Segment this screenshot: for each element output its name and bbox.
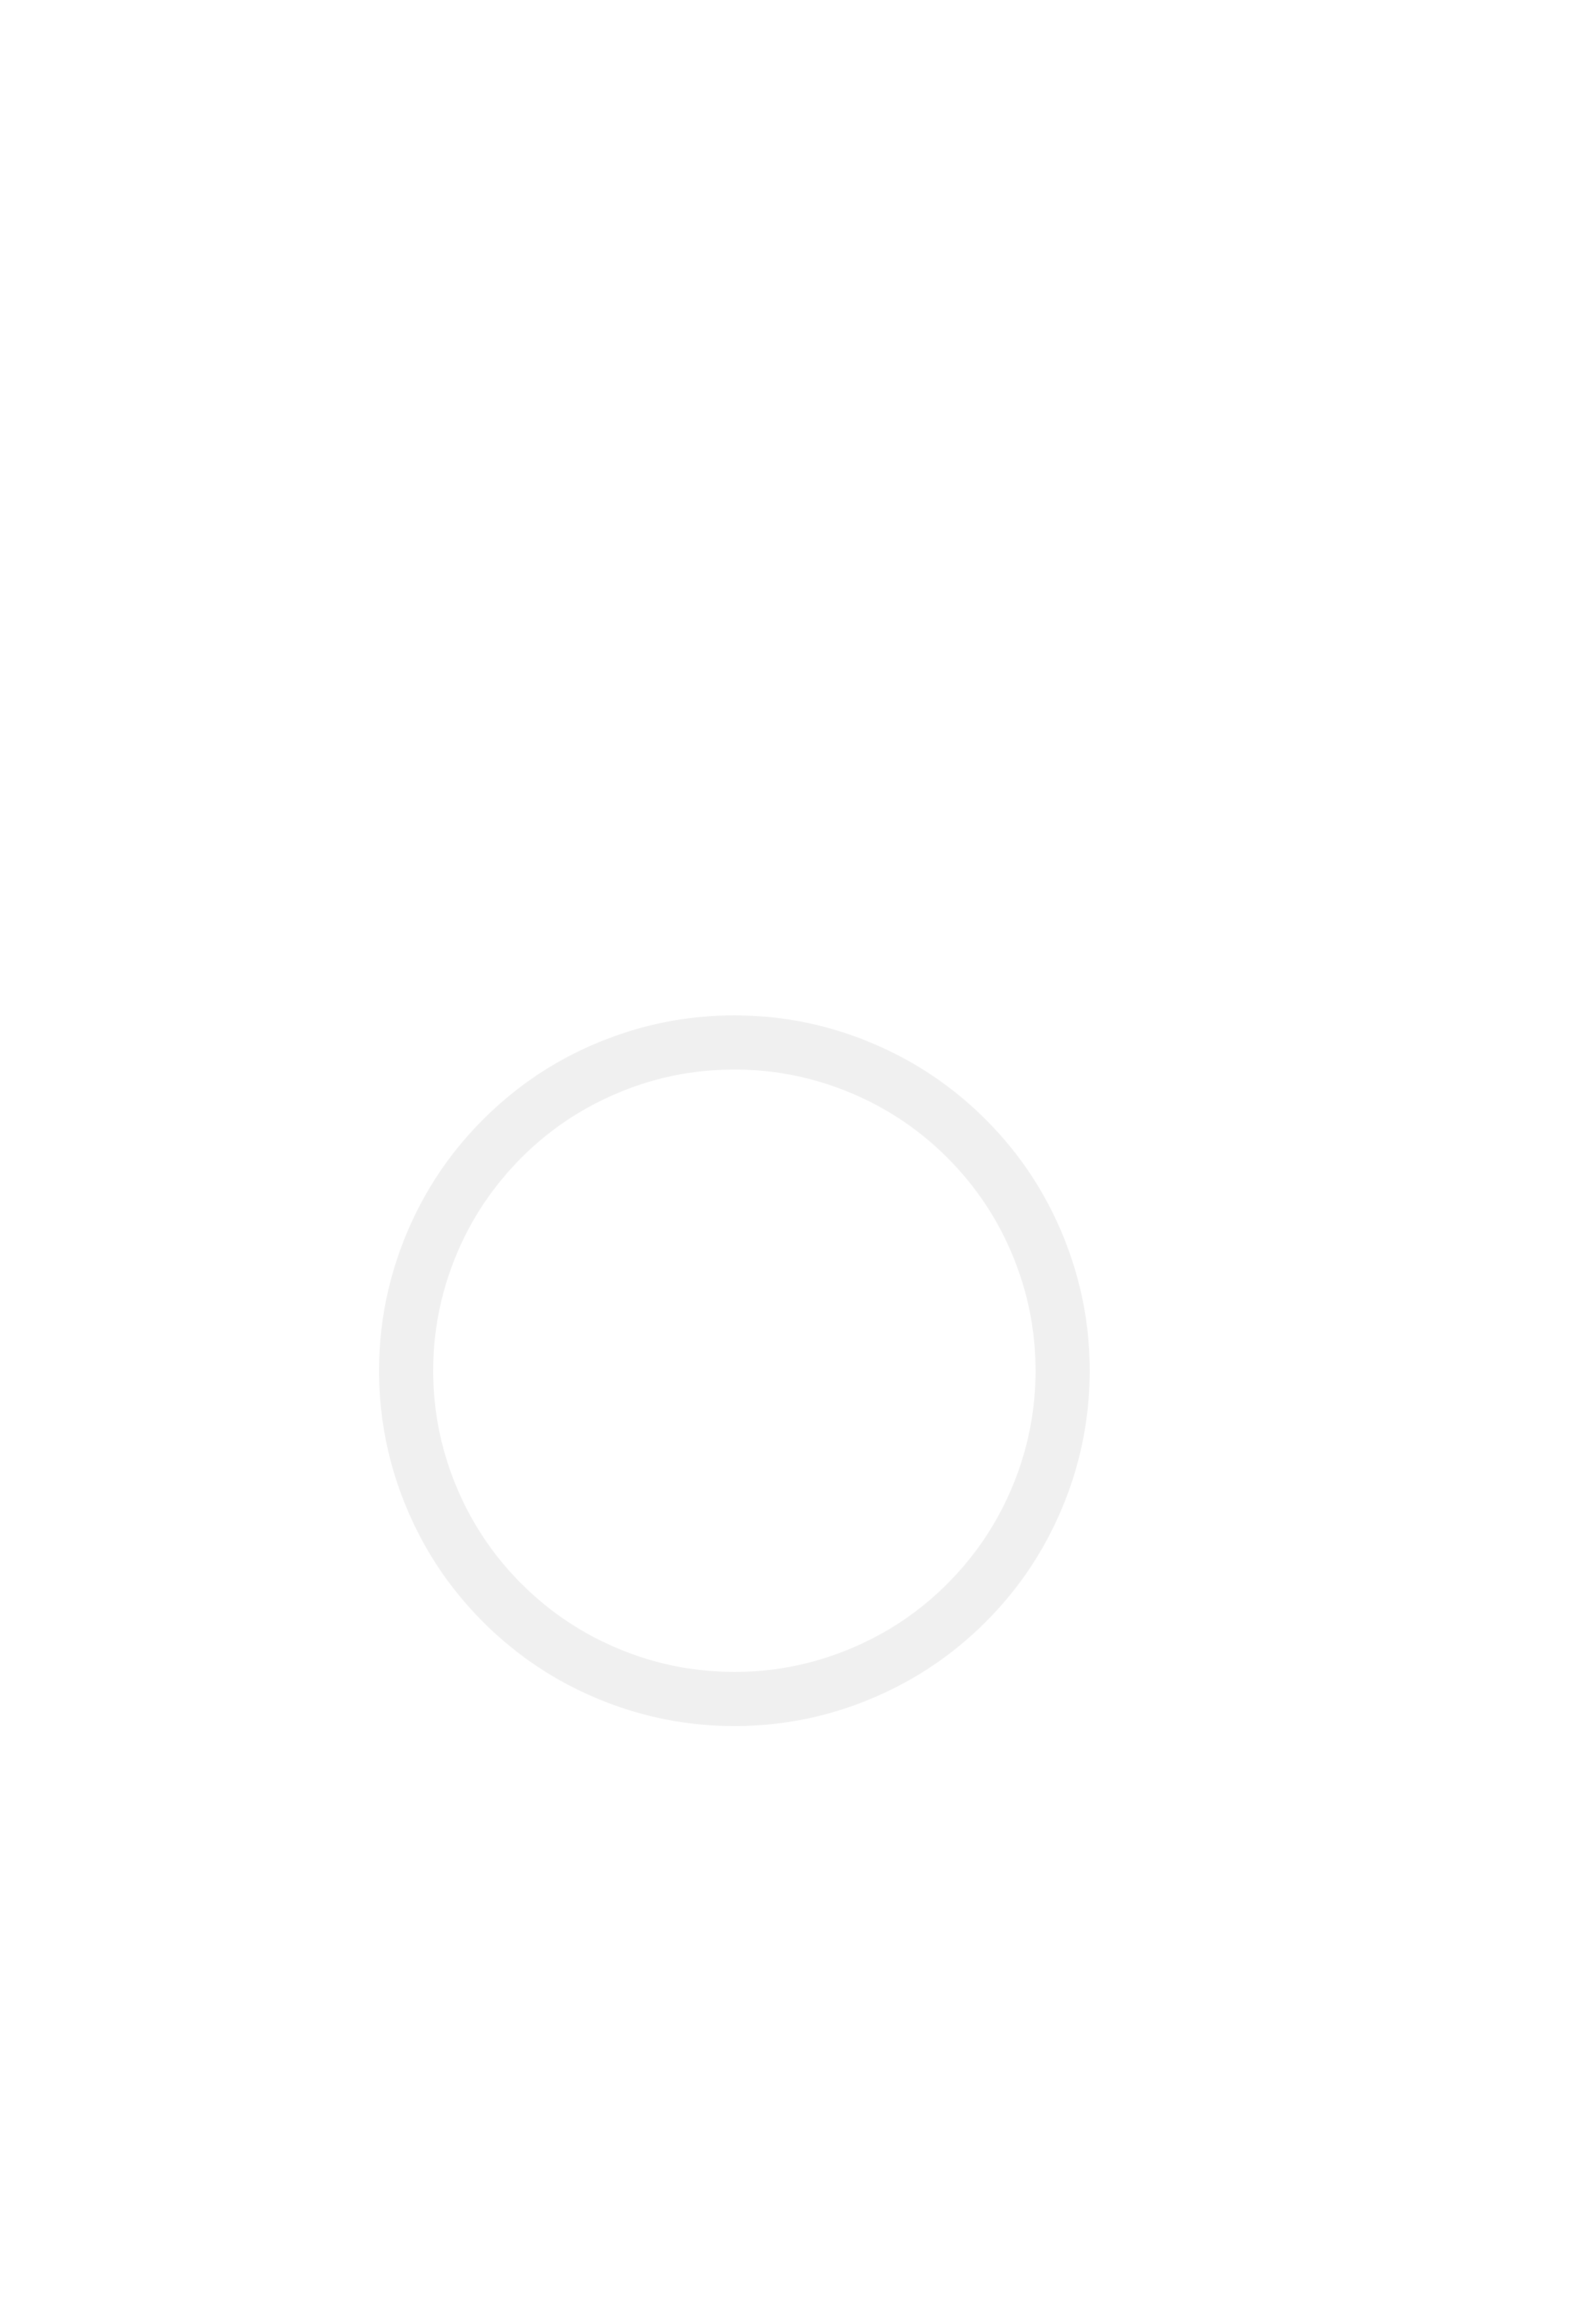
stamp-watermark [379, 1015, 1090, 1726]
